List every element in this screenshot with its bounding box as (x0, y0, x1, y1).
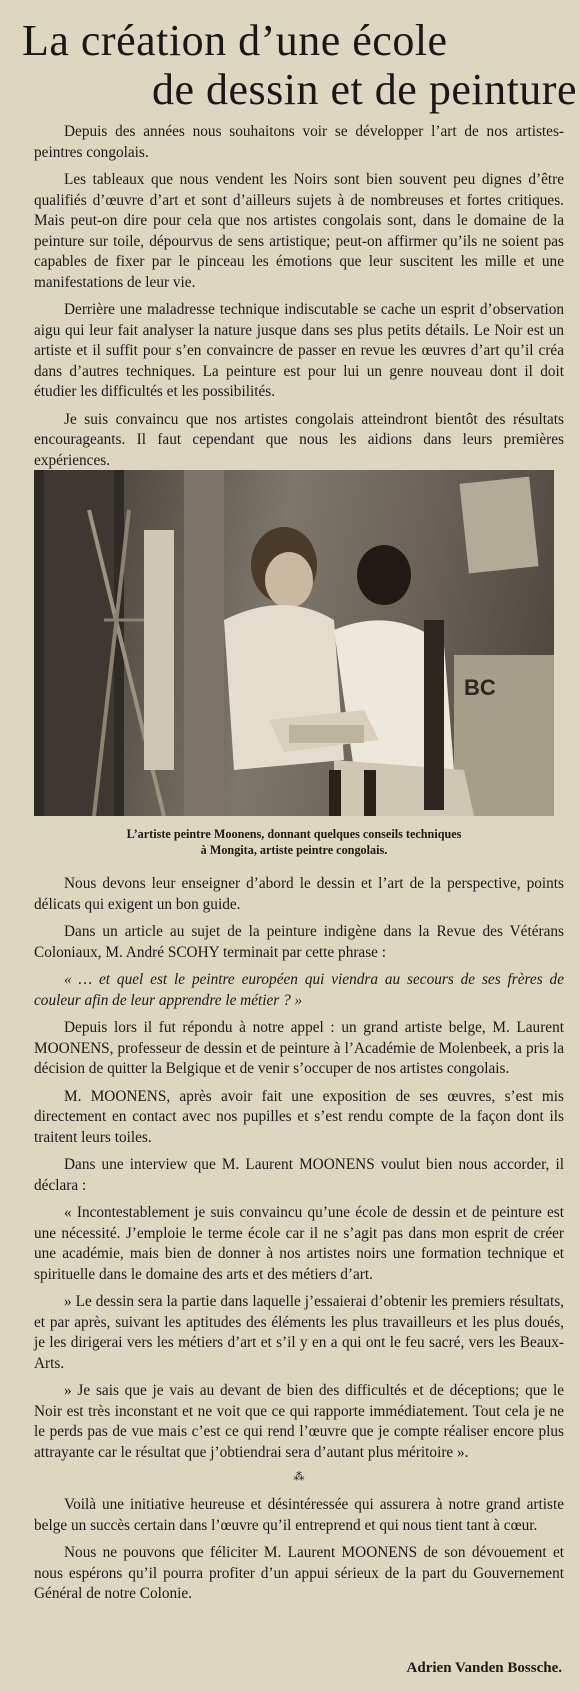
title-line-1: La création d’une école (22, 16, 448, 65)
paragraph: Nous ne pouvons que féliciter M. Laurent MOONENS de son dévouement et nous espérons qu’il pourra profiter d’un appui sérieux de la part du Gouvernement Général de notre Colonie. (34, 1544, 564, 1602)
article-photo (34, 470, 554, 816)
paragraph: » Le dessin sera la partie dans laquelle j’essaierai d’obtenir les premiers résultats, et par après, suivant les aptitudes des éléments les plus travailleurs et les plus doués, je les dirigerai vers les métiers d’art et s’il y en a qui ont le feu sacré, vers les Beaux-Arts. (34, 1293, 564, 1372)
paragraph: Je suis convaincu que nos artistes congolais atteindront bientôt des résultats encourageants. Il faut cependant que nous les aidions dans leurs premières expériences. (34, 410, 564, 469)
paragraph: M. MOONENS, après avoir fait une exposition de ses œuvres, s’est mis directement en contact avec nos pupilles et s’est rendu compte de la façon dont ils traitent leurs toiles. (34, 1087, 564, 1146)
paragraph: Dans une interview que M. Laurent MOONENS voulut bien nous accorder, il déclara : (34, 1156, 564, 1194)
body-text (34, 874, 564, 1612)
paragraph: Les tableaux que nous vendent les Noirs sont bien souvent peu dignes d’être qualifiés d’œuvre d’art et sont d’ailleurs sujets à de nombreuses et fortes critiques. Mais peut-on dire pour cela que nos artistes congolais sont, dans le domaine de la peinture sur toile, dépourvus de sens artistique; peut-on affirmer qu’ils ne soient pas capables de fixer par le pinceau les émotions que leur suscitent les mille et une manifestations de leur vie. (34, 171, 564, 291)
paragraph: Nous devons leur enseigner d’abord le dessin et l’art de la perspective, points délicats qui exigent un bon guide. (34, 875, 564, 913)
caption-line-2: à Mongita, artiste peintre congolais. (200, 843, 388, 857)
photo-caption (34, 826, 554, 858)
paragraph: Derrière une maladresse technique indiscutable se cache un esprit d’observation aigu qui leur fait analyser la nature jusque dans ses plus petits détails. Le Noir est un artiste et il suffit pour s’en convaincre de passer en revue les œuvres d’art qu’il créa dans d’autres techniques. La peinture est pour lui un genre nouveau dont il doit étudier les difficultés et les possibilités. (34, 301, 564, 400)
paragraph: Voilà une initiative heureuse et désintéressée qui assurera à notre grand artiste belge un succès certain dans l’œuvre qu’il entreprend et qui nous tient tant à cœur. (34, 1496, 564, 1534)
title-line-2: de dessin et de peinture (152, 65, 577, 114)
paragraph: Dans un article au sujet de la peinture indigène dans la Revue des Vétérans Coloniaux, M. André SCOHY terminait par cette phrase : (34, 923, 564, 961)
paragraph: « Incontestablement je suis convaincu qu’une école de dessin et de peinture est une nécessité. J’emploie le terme école car il ne s’agit pas dans mon esprit de créer une académie, mais bien de donner à nos artistes noirs une formation technique et spirituelle dans le domaine des arts et des métiers d’art. (34, 1204, 564, 1283)
author-signature: Adrien Vanden Bossche. (406, 1660, 562, 1676)
article-title (22, 16, 577, 114)
paragraph: Depuis lors il fut répondu à notre appel : un grand artiste belge, M. Laurent MOONENS, professeur de dessin et de peinture à l’Académie de Molenbeek, a pris la décision de quitter la Belgique et de venir s’occuper de nos artistes congolais. (34, 1019, 564, 1077)
section-separator: ⁂ (293, 1471, 305, 1483)
paragraph: Depuis des années nous souhaitons voir se développer l’art de nos artistes-peintres congolais. (34, 123, 564, 161)
caption-line-1: L’artiste peintre Moonens, donnant quelques conseils techniques (126, 827, 462, 841)
quote-paragraph: « … et quel est le peintre européen qui viendra au secours de ses frères de couleur afin de leur apprendre le métier ? » (34, 971, 564, 1009)
box-label: BC (464, 675, 496, 700)
intro-text (34, 122, 564, 478)
paragraph: » Je sais que je vais au devant de bien des difficultés et de déceptions; que le Noir est très inconstant et ne voit que ce qui rapporte immédiatement. Tout cela je ne le perds pas de vue mais c’est ce qui rend l’œuvre que je compte réaliser encore plus attrayante car le résultat que j’obtiendrai sera d’autant plus méritoire ». (34, 1382, 564, 1461)
photo-illustration (34, 470, 554, 816)
